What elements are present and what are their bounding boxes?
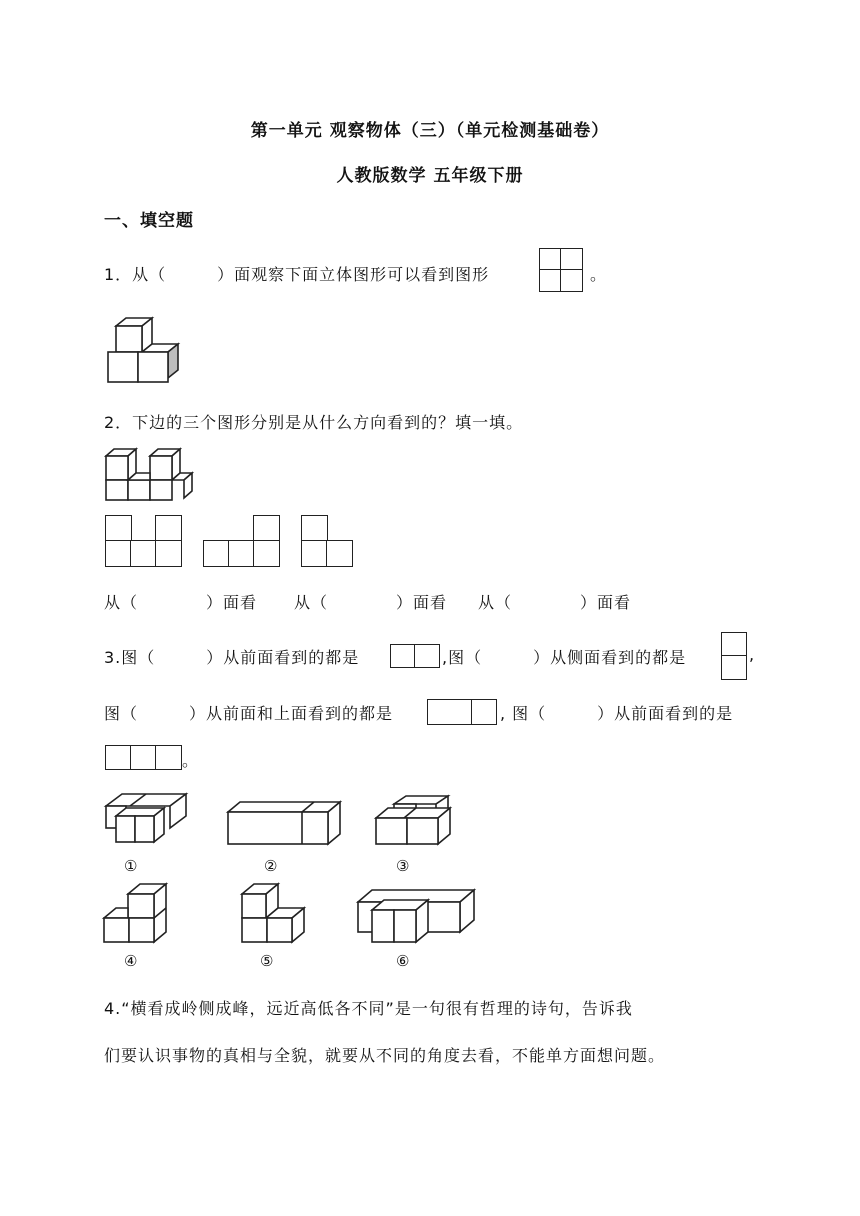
q4-line-2: 们要认识事物的真相与全貌，就要从不同的角度去看，不能单方面想问题。 — [104, 1046, 666, 1065]
q3-figure-1 — [102, 790, 192, 850]
q2-text: 2．下边的三个图形分别是从什么方向看到的？填一填。 — [104, 413, 524, 432]
page-title: 第一单元 观察物体（三）（单元检测基础卷） — [250, 121, 610, 141]
q3-line3: 。 — [182, 751, 200, 770]
q1-text: 1．从（ ）面观察下面立体图形可以看到图形 — [104, 265, 490, 284]
q3-line1-c: , — [749, 645, 756, 664]
q2-solid-figure — [102, 446, 197, 504]
q2-blank-1[interactable]: 从（ ）面看 — [104, 593, 258, 612]
q1-text-end: 。 — [590, 265, 608, 284]
q3-figure-2 — [224, 798, 344, 848]
q3-figure-6-label: ⑥ — [396, 952, 410, 970]
q3-figure-3 — [372, 794, 462, 850]
page-subtitle: 人教版数学 五年级下册 — [336, 166, 524, 186]
q3-figure-5 — [238, 882, 310, 946]
q4-line-1: 4.“横看成岭侧成峰，远近高低各不同”是一句很有哲理的诗句，告诉我 — [104, 999, 633, 1018]
q3-figure-4 — [100, 882, 172, 946]
q3-line2-a: 图（ ）从前面和上面看到的都是 — [104, 704, 394, 723]
q3-figure-5-label: ⑤ — [260, 952, 274, 970]
q3-figure-2-label: ② — [264, 857, 278, 875]
q3-figure-6 — [354, 884, 478, 946]
q2-blank-3[interactable]: 从（ ）面看 — [478, 593, 632, 612]
q3-line2-b: , 图（ ）从前面看到的是 — [500, 704, 734, 723]
q3-figure-4-label: ④ — [124, 952, 138, 970]
section-heading: 一、填空题 — [104, 211, 194, 231]
q3-line1-b: ,图（ ）从侧面看到的都是 — [442, 648, 687, 667]
q2-blank-2[interactable]: 从（ ）面看 — [294, 593, 448, 612]
q3-figure-1-label: ① — [124, 857, 138, 875]
q1-solid-figure — [100, 312, 185, 387]
q3-figure-3-label: ③ — [396, 857, 410, 875]
q3-line1-a: 3.图（ ）从前面看到的都是 — [104, 648, 360, 667]
